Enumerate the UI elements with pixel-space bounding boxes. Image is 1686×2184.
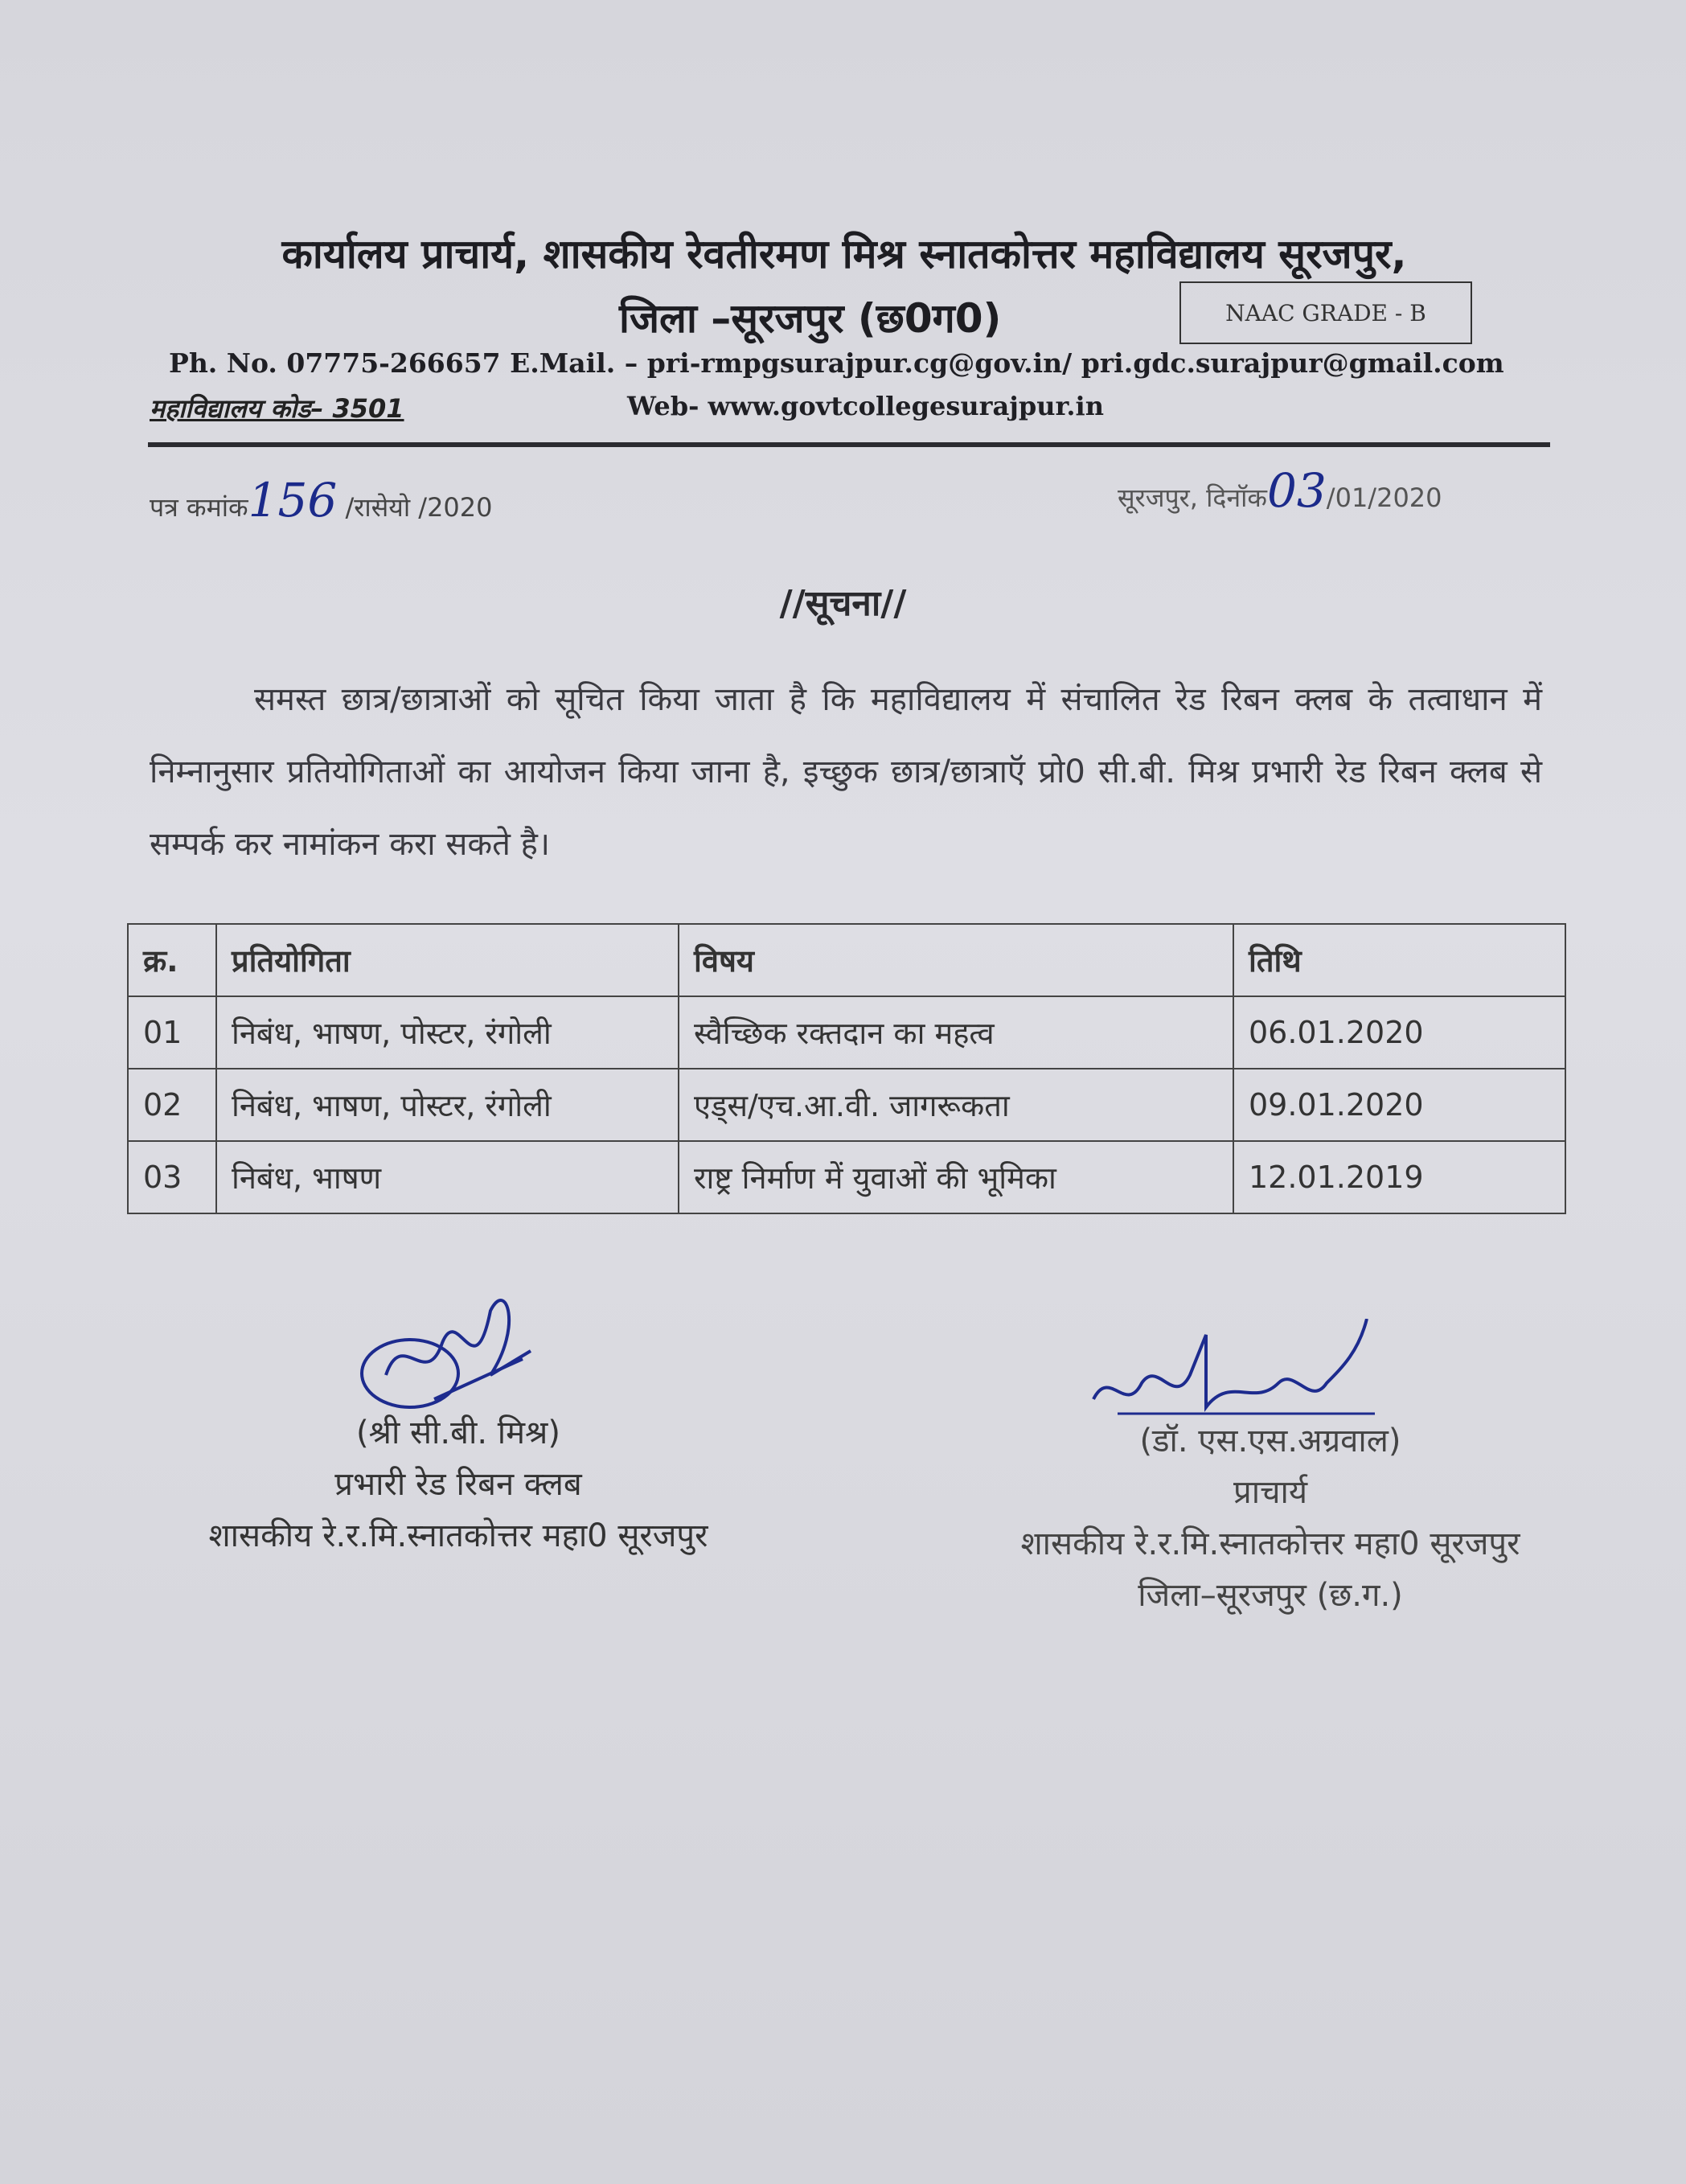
cell-competition: निबंध, भाषण, पोस्टर, रंगोली <box>216 1069 679 1141</box>
table-header-row <box>128 924 1565 996</box>
cell-date: 12.01.2019 <box>1233 1141 1565 1213</box>
cell-date: 09.01.2020 <box>1233 1069 1565 1141</box>
right-signatory-org: शासकीय रे.र.मि.स्नातकोत्तर महा0 सूरजपुर <box>1020 1525 1520 1562</box>
col-header-topic: विषय <box>679 924 1233 996</box>
cell-serial: 01 <box>128 996 216 1069</box>
right-signatory-role: प्राचार्य <box>1233 1474 1308 1511</box>
contact-line: Ph. No. 07775-266657 E.Mail. – pri-rmpgsurajpur.cg@gov.in/ pri.gdc.surajpur@gmail.com <box>169 347 1504 379</box>
col-header-date: तिथि <box>1233 924 1565 996</box>
reference-number <box>150 473 493 528</box>
cell-topic: राष्ट्र निर्माण में युवाओं की भूमिका <box>679 1141 1233 1213</box>
right-signatory-name: (डॉ. एस.एस.अग्रवाल) <box>1139 1422 1401 1459</box>
left-signatory-name: (श्री सी.बी. मिश्र) <box>356 1414 560 1451</box>
office-title: कार्यालय प्राचार्य, शासकीय रेवतीरमण मिश्र स्नातकोत्तर महाविद्यालय सूरजपुर, <box>281 231 1407 277</box>
cell-competition: निबंध, भाषण <box>216 1141 679 1213</box>
col-header-serial: क्र. <box>128 924 216 996</box>
col-header-competition: प्रतियोगिता <box>216 924 679 996</box>
table-row <box>128 996 1565 1069</box>
notice-body: समस्त छात्र/छात्राओं को सूचित किया जाता है कि महाविद्यालय में संचालित रेड रिबन क्लब के तत्वाधान में निम्नानुसार प्रतियोगिताओं का आयोजन किया जाना है, इच्छुक छात्र/छात्राऍ प्रो0 सी.बी. मिश्र प्रभारी रेड रिबन क्लब से सम्पर्क कर नामांकन करा सकते है। <box>150 681 1542 863</box>
competition-table <box>127 923 1566 1214</box>
date-rest: /01/2020 <box>1326 482 1442 513</box>
right-signatory-district: जिला–सूरजपुर (छ.ग.) <box>1138 1577 1403 1614</box>
date-label: सूरजपुर, दिनॉक <box>1118 482 1267 513</box>
reference-label: पत्र कमांक <box>150 492 248 523</box>
header-divider <box>148 442 1550 447</box>
reference-suffix: /रासेयो /2020 <box>345 492 493 523</box>
cell-date: 06.01.2020 <box>1233 996 1565 1069</box>
naac-grade-box <box>1179 281 1472 344</box>
cell-serial: 02 <box>128 1069 216 1141</box>
table-row <box>128 1141 1565 1213</box>
table-row <box>128 1069 1565 1141</box>
issue-date <box>1118 463 1442 518</box>
cell-topic: स्वैच्छिक रक्तदान का महत्व <box>679 996 1233 1069</box>
website-line: Web- www.govtcollegesurajpur.in <box>627 391 1104 421</box>
cell-topic: एड्स/एच.आ.वी. जागरूकता <box>679 1069 1233 1141</box>
left-signature-icon <box>354 1279 539 1415</box>
left-signatory-org: शासकीय रे.र.मि.स्नातकोत्तर महा0 सूरजपुर <box>208 1517 708 1554</box>
naac-grade-text: NAAC GRADE - B <box>1225 299 1426 326</box>
reference-handwritten-number: 156 <box>248 473 338 528</box>
notice-heading: //सूचना// <box>779 583 907 624</box>
office-district: जिला –सूरजपुर (छ0ग0) <box>619 295 1002 342</box>
left-signatory-role: प्रभारी रेड रिबन क्लब <box>334 1466 582 1503</box>
date-handwritten-day: 03 <box>1266 463 1327 518</box>
right-signatory <box>900 1415 1640 1621</box>
college-code: महाविद्यालय कोड– 3501 <box>150 393 404 424</box>
left-signatory <box>121 1407 796 1562</box>
cell-serial: 03 <box>128 1141 216 1213</box>
cell-competition: निबंध, भाषण, पोस्टर, रंगोली <box>216 996 679 1069</box>
right-signature-icon <box>1085 1319 1383 1423</box>
